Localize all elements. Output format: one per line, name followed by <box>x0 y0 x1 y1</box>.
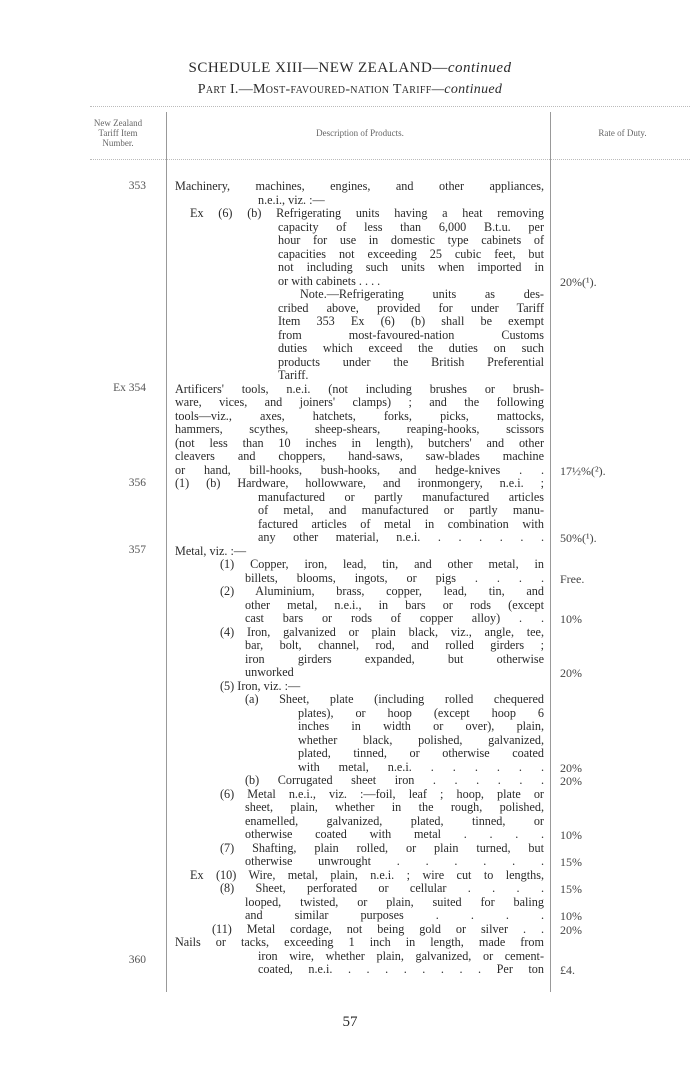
rate-of-duty: 20% <box>560 666 582 680</box>
description-line: Note.—Refrigerating units as des- <box>300 287 544 301</box>
description-line: not including such units when imported in <box>278 260 544 274</box>
description-line: (2) Aluminium, brass, copper, lead, tin, and <box>220 584 544 598</box>
description-line: unworked <box>245 665 294 679</box>
rate-of-duty: £4. <box>560 963 575 977</box>
description-line: or with cabinets . . . . <box>278 273 381 288</box>
part-title-main: Part I.—Most-favoured-nation Tariff <box>197 82 432 97</box>
tariff-item-number: 356 <box>128 477 146 489</box>
col-head-rate: Rate of Duty. <box>598 128 647 138</box>
description-line: hammers, scythes, sheep-shears, reaping-hooks, scissors <box>175 422 544 436</box>
description-line: of metal, and manufactured or partly manu- <box>258 503 544 517</box>
description-line: tools—viz., axes, hatchets, forks, picks, mattocks, <box>175 408 544 423</box>
rate-of-duty: 20% <box>560 760 582 775</box>
description-line: (1) Copper, iron, lead, tin, and other metal, in <box>220 557 544 571</box>
rate-of-duty: 10% <box>560 909 582 923</box>
description-line: otherwise unwrought . . . . . . <box>245 854 544 868</box>
description-line: (6) Metal n.e.i., viz. :—foil, leaf ; hoop, plate or <box>220 786 544 801</box>
description-line: (4) Iron, galvanized or plain black, viz., angle, tee, <box>220 624 544 639</box>
description-line: duties which exceed the duties on such <box>278 341 544 355</box>
description-line: Item 353 Ex (6) (b) shall be exempt <box>278 314 544 328</box>
part-title-cont: —continued <box>431 82 503 97</box>
rate-of-duty: 20% <box>560 922 582 937</box>
rate-of-duty: 20%(¹). <box>560 274 597 289</box>
description-line: with metal, n.e.i. . . . . . . <box>298 759 544 774</box>
description-line: enamelled, galvanized, plated, tinned, or <box>245 813 544 828</box>
description-line: (7) Shafting, plain rolled, or plain turned, but <box>220 840 544 855</box>
schedule-title-main: SCHEDULE XIII—NEW ZEALAND— <box>188 60 448 76</box>
description-line: Metal, viz. :— <box>175 543 247 558</box>
description-line: (b) Corrugated sheet iron . . . . . . <box>245 773 544 787</box>
description-line: cast bars or rods of copper alloy) . . <box>245 611 544 625</box>
rate-of-duty: 10% <box>560 828 582 842</box>
top-rule <box>90 106 690 107</box>
description-line: plated, tinned, or otherwise coated <box>298 746 544 760</box>
description-line: otherwise coated with metal . . . . <box>245 827 544 841</box>
tariff-item-number: Ex 354 <box>113 382 146 394</box>
description-line: iron girders expanded, but otherwise <box>245 651 544 666</box>
rate-of-duty: 17½%(²). <box>560 463 606 478</box>
part-title <box>0 82 700 98</box>
tariff-item-number: 360 <box>128 954 146 966</box>
description-line: looped, twisted, or plain, suited for baling <box>245 894 544 909</box>
description-line: capacities not exceeding 25 cubic feet, but <box>278 246 544 261</box>
description-line: other metal, n.e.i., in bars or rods (except <box>245 597 544 612</box>
description-line: (a) Sheet, plate (including rolled chequered <box>245 692 544 706</box>
description-line: bar, bolt, channel, rod, and rolled girders ; <box>245 638 544 652</box>
header-rule <box>90 159 690 160</box>
description-line: cribed above, provided for under Tariff <box>278 300 544 315</box>
rate-of-duty: 50%(¹). <box>560 531 597 545</box>
description-line: factured articles of metal in combination with <box>258 516 544 531</box>
description-line: or hand, bill-hooks, bush-hooks, and hedge-knives . . <box>175 462 544 477</box>
col-head-line: Tariff Item <box>98 128 138 138</box>
rate-of-duty: 10% <box>560 612 582 626</box>
rate-of-duty: 15% <box>560 882 582 896</box>
col-head-line: Number. <box>102 138 134 148</box>
tariff-item-number: 357 <box>128 544 146 556</box>
schedule-title-cont: continued <box>447 60 512 76</box>
description-line: plates), or hoop (except hoop 6 <box>298 705 544 720</box>
column-divider-right <box>550 112 551 992</box>
rate-of-duty: 20% <box>560 774 582 788</box>
description-line: (5) Iron, viz. :— <box>220 678 301 693</box>
description-line: ware, vices, and joiners' clamps) ; and the following <box>175 395 544 409</box>
rate-of-duty: Free. <box>560 571 585 586</box>
description-line: (8) Sheet, perforated or cellular . . . . <box>220 881 544 895</box>
description-line: inches in width or over), plain, <box>298 719 544 733</box>
description-line: and similar purposes . . . . <box>245 908 544 922</box>
description-line: manufactured or partly manufactured articles <box>258 489 544 504</box>
description-line: iron wire, whether plain, galvanized, or cement- <box>258 948 544 963</box>
description-line: hour for use in domestic type cabinets of <box>278 233 544 247</box>
description-line: products under the British Preferential <box>278 354 544 369</box>
description-line: (not less than 10 inches in length), butchers' and other <box>175 435 544 450</box>
rate-of-duty: 15% <box>560 855 582 869</box>
col-head-item-number <box>88 118 148 148</box>
description-line: Nails or tacks, exceeding 1 inch in length, made from <box>175 935 544 949</box>
description-line: coated, n.e.i. . . . . . . . . Per ton <box>258 962 544 976</box>
description-line: Ex (6) (b) Refrigerating units having a heat removing <box>190 206 544 220</box>
description-line: cleavers and choppers, hand-saws, saw-blades machine <box>175 449 544 463</box>
description-line: Machinery, machines, engines, and other appliances, <box>175 179 544 193</box>
description-line: whether black, polished, galvanized, <box>298 732 544 747</box>
description-line: billets, blooms, ingots, or pigs . . . . <box>245 570 544 585</box>
schedule-title <box>0 60 700 77</box>
description-line: Artificers' tools, n.e.i. (not including brushes or brush- <box>175 381 544 396</box>
description-line: (1) (b) Hardware, hollowware, and ironmongery, n.e.i. ; <box>175 476 544 490</box>
col-head-line: New Zealand <box>93 118 143 128</box>
tariff-item-number: 353 <box>128 180 146 192</box>
description-line: Tariff. <box>278 368 309 382</box>
col-head-description: Description of Products. <box>316 128 404 138</box>
description-line: sheet, plain, whether in the rough, polished, <box>245 800 544 814</box>
description-line: from most-favoured-nation Customs <box>278 327 544 342</box>
description-line: n.e.i., viz. :— <box>258 192 325 207</box>
description-line: capacity of less than 6,000 B.t.u. per <box>278 219 544 234</box>
column-divider-left <box>166 112 167 992</box>
page-number: 57 <box>342 1014 358 1030</box>
description-line: (11) Metal cordage, not being gold or silver . . <box>212 921 544 936</box>
description-line: Ex (10) Wire, metal, plain, n.e.i. ; wire cut to lengths, <box>190 867 544 882</box>
description-line: any other material, n.e.i. . . . . . . <box>258 530 544 544</box>
